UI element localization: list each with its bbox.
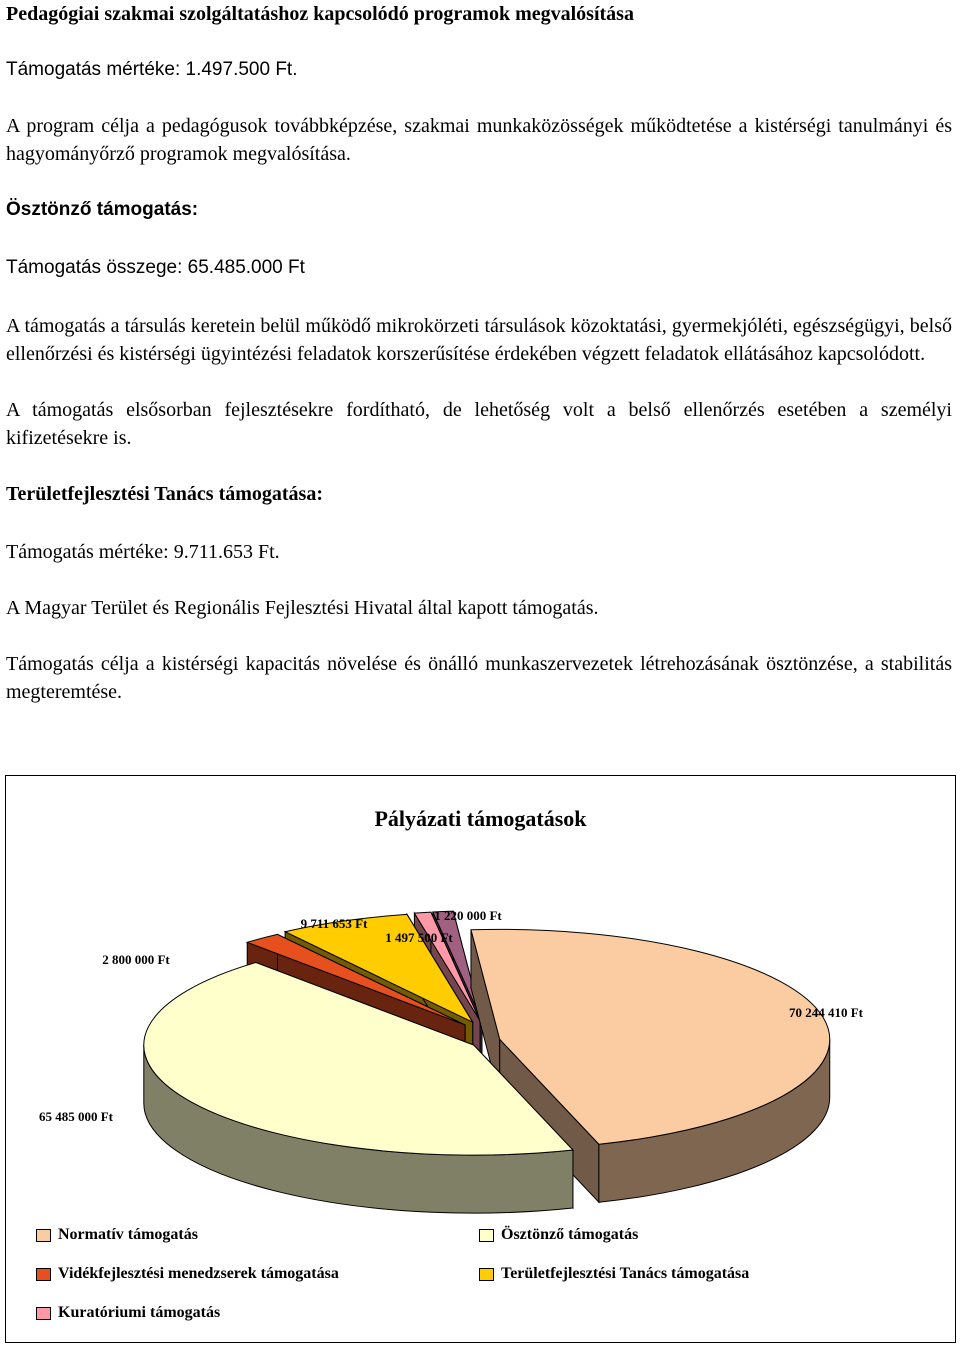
legend-item: [36, 1304, 220, 1322]
paragraph-development: A támogatás elsősorban fejlesztésekre fordítható, de lehetőség volt a belső ellenőrzés esetében a személyi kifizetésekre is.: [6, 399, 952, 449]
paragraph-incentive-desc: A támogatás a társulás keretein belül működő mikrokörzeti társulások közoktatási, gyermekjóléti, egészségügyi, belső ellenőrzési és kistérségi ügyintézési feladatok korszerűsítése érdekében végzett feladatok ellátásához kapcsolódott.: [6, 315, 952, 365]
heading-regional-council: Területfejlesztési Tanács támogatása:: [6, 483, 323, 505]
legend-swatch: [36, 1229, 51, 1242]
pie-chart-panel: [5, 775, 956, 1343]
heading-incentive: Ösztönző támogatás:: [6, 199, 199, 220]
legend-item: [479, 1265, 749, 1283]
data-label-5: 1 220 000 Ft: [434, 908, 502, 923]
data-label-6: 1 497 500 Ft: [385, 930, 453, 945]
data-label-2: 65 485 000 Ft: [38, 1109, 114, 1124]
legend-item: [479, 1226, 638, 1244]
legend-item: [36, 1226, 198, 1244]
paragraph-office: A Magyar Terület és Regionális Fejlesztési Hivatal által kapott támogatás.: [6, 597, 599, 619]
legend-swatch: [479, 1268, 494, 1281]
heading-pedagogical: Pedagógiai szakmai szolgáltatáshoz kapcsolódó programok megvalósítása: [6, 3, 634, 25]
paragraph-capacity: Támogatás célja a kistérségi kapacitás növelése és önálló munkaszervezetek létrehozásának ösztönzése, a stabilitás megteremtése.: [6, 653, 952, 703]
data-label-3: 2 800 000 Ft: [102, 952, 170, 967]
legend-label: Területfejlesztési Tanács támogatása: [501, 1265, 750, 1282]
legend-label: Normatív támogatás: [58, 1226, 198, 1243]
legend-label: Kuratóriumi támogatás: [58, 1304, 221, 1321]
legend-swatch: [36, 1307, 51, 1320]
chart-title: Pályázati támogatások: [374, 806, 587, 831]
legend-label: Vidékfejlesztési menedzserek támogatása: [58, 1265, 339, 1282]
document-body: [6, 0, 952, 706]
data-label-4: 9 711 653 Ft: [300, 916, 368, 931]
legend-label: Ösztönző támogatás: [501, 1226, 639, 1243]
legend-swatch: [479, 1229, 494, 1242]
support-amount-1: Támogatás mértéke: 1.497.500 Ft.: [6, 59, 298, 80]
legend-swatch: [36, 1268, 51, 1281]
pie-chart: [6, 776, 955, 1342]
paragraph-program-goal: A program célja a pedagógusok továbbképzése, szakmai munkaközösségek működtetése a kistérségi tanulmányi és hagyományőrző programok megvalósítása.: [6, 115, 952, 165]
support-amount-3: Támogatás mértéke: 9.711.653 Ft.: [6, 541, 280, 563]
legend-item: [36, 1265, 339, 1283]
support-amount-2: Támogatás összege: 65.485.000 Ft: [6, 257, 305, 278]
data-label-1: 70 244 410 Ft: [788, 1005, 864, 1020]
